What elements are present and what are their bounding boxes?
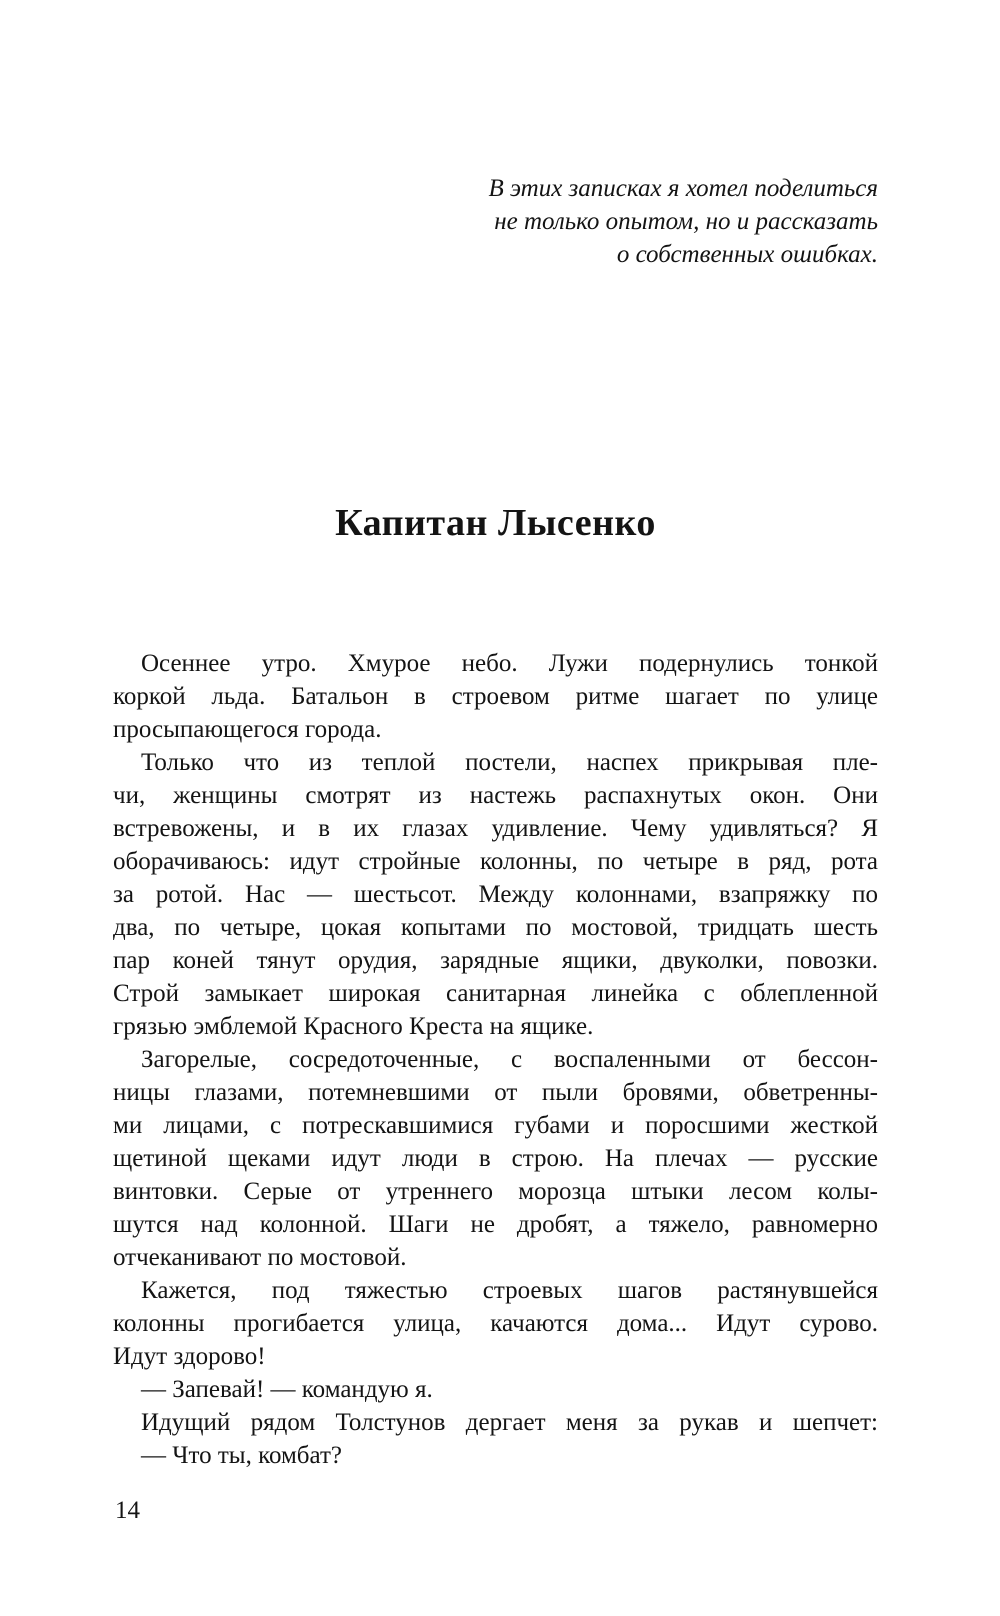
text-line: Строй замыкает широкая санитарная линейка с облепленной <box>113 980 878 1007</box>
text-line: ницы глазами, потемневшими от пыли бровями, обветренны- <box>113 1079 878 1106</box>
text-line: отчеканивают по мостовой. <box>113 1244 407 1271</box>
text-line: чи, женщины смотрят из настежь распахнутых окон. Они <box>113 782 878 809</box>
text-line: Идущий рядом Толстунов дергает меня за рукав и шепчет: <box>141 1409 878 1436</box>
page-number: 14 <box>115 1497 140 1524</box>
epigraph-line: В этих записках я хотел поделиться <box>488 175 878 202</box>
text-line: Только что из теплой постели, наспех прикрывая пле- <box>141 749 878 776</box>
text-line: винтовки. Серые от утреннего морозца штыки лесом колы- <box>113 1178 878 1205</box>
text-line: — Что ты, комбат? <box>141 1442 342 1469</box>
text-line: пар коней тянут орудия, зарядные ящики, двуколки, повозки. <box>113 947 878 974</box>
epigraph <box>378 172 878 271</box>
text-line: грязью эмблемой Красного Креста на ящике. <box>113 1013 594 1040</box>
epigraph-line: о собственных ошибках. <box>616 241 878 268</box>
text-line: шутся над колонной. Шаги не дробят, а тяжело, равномерно <box>113 1211 878 1238</box>
epigraph-line: не только опытом, но и рассказать <box>494 208 878 235</box>
text-line: Осеннее утро. Хмурое небо. Лужи подернулись тонкой <box>141 650 878 677</box>
text-line: просыпающегося города. <box>113 716 382 743</box>
text-line: коркой льда. Батальон в строевом ритме шагает по улице <box>113 683 878 710</box>
text-line: Кажется, под тяжестью строевых шагов растянувшейся <box>141 1277 878 1304</box>
text-line: ми лицами, с потрескавшимися губами и поросшими жесткой <box>113 1112 878 1139</box>
text-line: Идут здорово! <box>113 1343 266 1370</box>
chapter-title: Капитан Лысенко <box>335 502 656 544</box>
body-text <box>113 647 878 1472</box>
text-line: оборачиваюсь: идут стройные колонны, по четыре в ряд, рота <box>113 848 878 875</box>
text-line: колонны прогибается улица, качаются дома... Идут сурово. <box>113 1310 878 1337</box>
text-line: щетиной щеками идут люди в строю. На плечах — русские <box>113 1145 878 1172</box>
text-line: Загорелые, сосредоточенные, с воспаленными от бессон- <box>141 1046 878 1073</box>
text-line: два, по четыре, цокая копытами по мостовой, тридцать шесть <box>113 914 878 941</box>
text-line: встревожены, и в их глазах удивление. Чему удивляться? Я <box>113 815 878 842</box>
text-line: за ротой. Нас — шестьсот. Между колоннами, взапряжку по <box>113 881 878 908</box>
text-line: — Запевай! — командую я. <box>141 1376 433 1403</box>
